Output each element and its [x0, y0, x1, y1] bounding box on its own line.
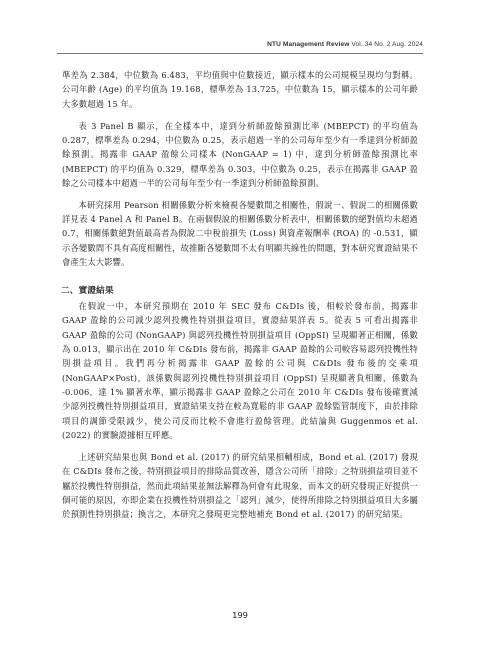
paragraph-continued: 準差為 2.384，中位數為 6.483，平均值與中位數接近，顯示樣本的公司規模呈現均勻對稱。公司年齡 (Age) 的平均值為 19.168，標準差為 13.725，中位數為 15，顯示樣本的公司年齡大多數超過 15 年。: [62, 70, 418, 109]
paragraph-correlation: 本研究採用 Pearson 相關係數分析來檢視各變數間之相關性，假說一、假說二的相關係數詳見表 4 Panel A 和 Panel B。在兩個假說的相關係數分析表中，相關係數的絕對值均未超過 0.7，相關係數絕對值最高者為假說二中稅前損失 (Loss) 與資產報酬率 (ROA) 的 -0.531，顯示各變數間不具有高度相關性，故推斷各變數間不太有明顯共線性的問題，對本研究實證結果不會產生太大影響。: [62, 199, 418, 268]
paragraph-hypothesis-one: 在假說一中，本研究預期在 2010 年 SEC 發布 C&DIs 後，相較於發布前，揭露非 GAAP 盈餘的公司減少認列投機性特別損益項目，實證結果詳表 5。從表 5 可看出揭露非 GAAP 盈餘的公司 (NonGAAP) 與認列投機性特別損益項目 (OppSI) 呈現顯著正相關，係數為 0.013，顯示出在 2010 年 C&DIs 發布前，揭露非 GAAP 盈餘的公司較容易認列投機性特別損益項目。我們再分析揭露非 GAAP 盈餘的公司與 C&DIs 發布後的交乘項 (NonGAAP×Post)，該係數與認列投機性特別損益項目 (OppSI) 呈現顯著負相關，係數為 -0.006，達 1% 顯著水準，顯示揭露非 GAAP 盈餘之公司在 2010 年 C&DIs 發布後確實減少認列投機性特別損益項目，實證結果支持在較為寬鬆的非 GAAP 盈餘監管制度下，由於排除項目的調節受限減少，使公司反而比較不會進行盈餘管理。此結論與 Guggenmos et al. (2022) 的實驗證據相互呼應。: [62, 300, 418, 441]
journal-title: NTU Management Review: [267, 41, 350, 48]
running-header: [267, 41, 423, 48]
header-rule: [57, 53, 423, 54]
body-text: [62, 68, 418, 522]
paragraph-panel-b: 表 3 Panel B 顯示，在全樣本中，達到分析師盈餘預測比率 (MBEPCT) 的平均值為 0.287，標準差為 0.294，中位數為 0.25，表示超過一半的公司每年至少有一季達到分析師盈餘預測。揭露非 GAAP 盈餘公司樣本 (NonGAAP = 1) 中，達到分析師盈餘預測比率 (MBEPCT) 的平均值為 0.329，標準差為 0.303，中位數為 0.25，表示在揭露非 GAAP 盈餘之公司樣本中超過一半的公司每年至少有一季達到分析師盈餘預測。: [62, 120, 418, 188]
paragraph-bond-comparison: 上述研究結果也與 Bond et al. (2017) 的研究結果相輔相成，Bond et al. (2017) 發現在 C&DIs 發布之後，特別損益項目的排除品質改善，隱含公司所「排除」之特別損益項目並不屬於投機性特別損益，然而此項結果並無法解釋為何會有此現象，而本文的研究發現正好提供一個可能的原因，亦即企業在投機性特別損益之「認列」減少，使得所排除之特別損益項目大多屬於預測性特別損益；換言之，本研究之發現更完整地補充 Bond et al. (2017) 的研究結果。: [62, 451, 418, 520]
section-heading: 二、實證結果: [61, 286, 114, 297]
page-number: 199: [232, 610, 248, 620]
journal-issue: Vol. 34 No. 2 Aug. 2024: [351, 41, 423, 48]
